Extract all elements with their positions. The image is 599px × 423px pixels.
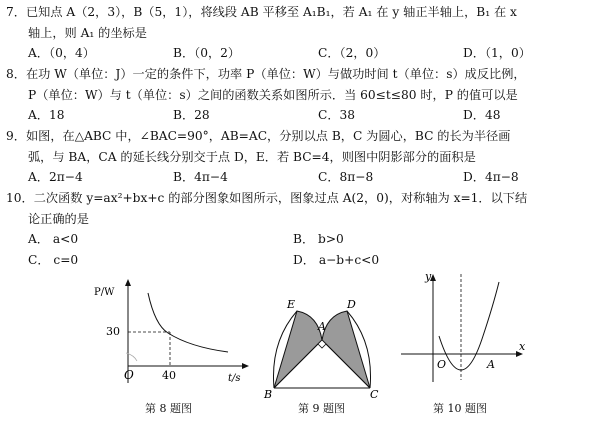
option-b[interactable]: B． b>0 — [293, 232, 344, 246]
y-axis-label: P/W — [94, 287, 115, 298]
figure-9-triangle-arcs — [260, 290, 385, 400]
question-9-line-2 — [6, 147, 594, 168]
figure-10-parabola — [395, 270, 535, 390]
question-8 — [6, 64, 594, 106]
question-number: 7． — [6, 5, 26, 19]
question-text: P（单位：W）与 t（单位：s）之间的函数关系如图所示．当 60≤t≤80 时，P 的值可以是 — [28, 88, 518, 102]
option-a[interactable]: A．2π−4 — [28, 170, 83, 184]
point-c-label: C — [370, 388, 379, 400]
question-7-line-1 — [6, 2, 594, 23]
parabola-curve — [439, 282, 499, 370]
point-a-label: A — [487, 358, 495, 371]
question-10-line-2 — [6, 209, 594, 230]
question-text: 轴上，则 A₁ 的坐标是 — [28, 26, 147, 40]
y-tick-label: 30 — [106, 325, 120, 338]
point-a-label: A — [318, 320, 326, 333]
question-9-line-1 — [6, 126, 594, 147]
point-e-label: E — [287, 298, 296, 311]
x-axis-arrow — [242, 363, 249, 369]
x-axis-label: t/s — [228, 373, 241, 384]
figure-8-caption: 第 8 题图 — [145, 402, 192, 415]
option-a[interactable]: A．18 — [28, 108, 65, 122]
option-c[interactable]: C．（2，0） — [318, 46, 386, 60]
question-7-line-2 — [6, 23, 594, 44]
option-c[interactable]: C．38 — [318, 108, 356, 122]
question-text: 在功 W（单位：J）一定的条件下，功率 P（单位：W）与做功时间 t（单位：s）成反比例， — [25, 67, 526, 81]
x-tick-label: 40 — [162, 369, 176, 382]
origin-label: O — [124, 368, 134, 382]
question-text: 二次函数 y=ax²+bx+c 的部分图象如图所示，图象过点 A(2，0)，对称轴为 x=1．以下结 — [33, 191, 528, 205]
option-c[interactable]: C． c=0 — [28, 253, 79, 267]
y-axis-arrow — [125, 279, 131, 286]
question-10 — [6, 188, 594, 230]
question-text: 论正确的是 — [28, 212, 89, 226]
point-b-label: B — [264, 388, 273, 400]
question-text: 已知点 A（2，3），B（5，1），将线段 AB 平移至 A₁B₁，若 A₁ 在 y 轴正半轴上，B₁ 在 x — [25, 5, 517, 19]
question-8-line-2 — [6, 85, 594, 106]
figure-10-caption: 第 10 题图 — [433, 402, 487, 415]
question-number: 10． — [6, 191, 34, 205]
question-number: 9． — [6, 129, 26, 143]
option-d[interactable]: D．4π−8 — [463, 170, 519, 184]
question-10-line-1 — [6, 188, 594, 209]
curve — [148, 293, 228, 352]
option-d[interactable]: D． a−b+c<0 — [293, 253, 380, 267]
option-a[interactable]: A．（0，4） — [28, 46, 95, 60]
question-text: 如图，在△ABC 中，∠BAC=90°，AB=AC，分别以点 B，C 为圆心，BC 的长为半径画 — [25, 129, 511, 143]
option-b[interactable]: B．（0，2） — [173, 46, 241, 60]
question-9 — [6, 126, 594, 168]
option-a[interactable]: A． a<0 — [28, 232, 79, 246]
shaded-region-right — [322, 311, 370, 388]
option-d[interactable]: D．（1，0） — [463, 46, 531, 60]
point-d-label: D — [347, 298, 356, 311]
question-8-line-1 — [6, 64, 594, 85]
x-axis-label: x — [519, 340, 526, 353]
option-c[interactable]: C．8π−8 — [318, 170, 374, 184]
option-b[interactable]: B．4π−4 — [173, 170, 228, 184]
question-7 — [6, 2, 594, 44]
question-text: 弧，与 BA，CA 的延长线分别交于点 D，E．若 BC=4，则图中阴影部分的面积是 — [28, 150, 476, 164]
question-number: 8． — [6, 67, 26, 81]
option-b[interactable]: B．28 — [173, 108, 210, 122]
figure-9-caption: 第 9 题图 — [298, 402, 345, 415]
figure-8-inverse-proportion-graph — [90, 275, 250, 390]
option-d[interactable]: D．48 — [463, 108, 501, 122]
origin-label: O — [437, 358, 447, 371]
shaded-region-left — [274, 311, 322, 388]
y-axis-label: y — [425, 270, 432, 283]
